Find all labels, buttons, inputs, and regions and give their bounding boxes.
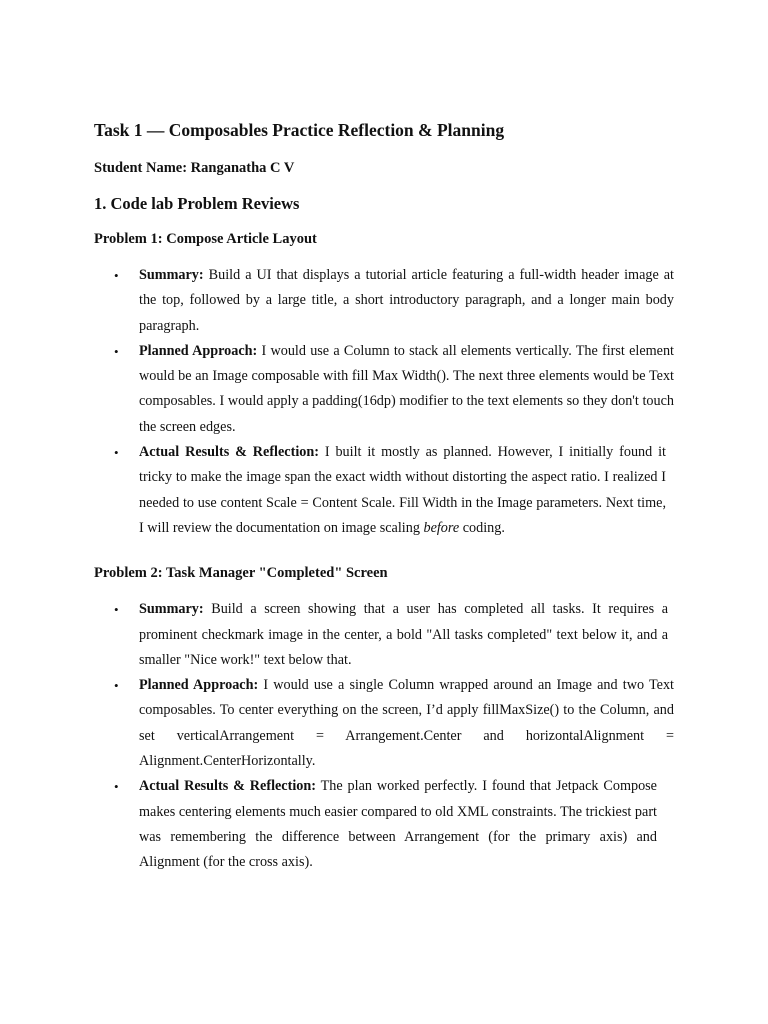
section-heading-code-lab: 1. Code lab Problem Reviews bbox=[94, 194, 300, 213]
bullet-text: I would use a single Column wrapped around an Image and two Text composables. To center everything on the screen, I’d apply fillMaxSize() to the Column, and set verticalArrangement = Arrangement.Center and horizontalAlignment = Alignment.CenterHorizontally. bbox=[139, 677, 674, 770]
bullet-text: I built it mostly as planned. However, I initially found it tricky to make the image span the exact width without distorting the aspect ratio. I realized I needed to use content Scale = Content Scale. Fill Width in the Image parameters. Next time, I will review the documentation on image scaling bbox=[139, 444, 667, 536]
bullet-italic-text: before bbox=[423, 519, 460, 536]
bullet-icon: • bbox=[114, 678, 119, 694]
bullet-icon: • bbox=[114, 779, 119, 795]
bullet-icon: • bbox=[114, 602, 119, 618]
problem-2-reflection-item bbox=[94, 774, 657, 875]
bullet-icon: • bbox=[114, 343, 119, 359]
bullet-text: I would use a Column to stack all elements vertically. The first element would be an Image composable with fill Max Width(). The next three elements would be Text composables. I would apply a padding(16dp) modifier to the text elements so they don't touch the screen edges. bbox=[139, 342, 674, 435]
problem-1-heading: Problem 1: Compose Article Layout bbox=[94, 231, 317, 247]
bullet-lead: Actual Results & Reflection: bbox=[139, 778, 316, 795]
student-name-line bbox=[94, 158, 674, 178]
bullet-icon: • bbox=[114, 268, 119, 283]
student-name-value: Ranganatha C V bbox=[190, 160, 295, 176]
problem-1-bullet-list bbox=[94, 263, 674, 541]
bullet-icon: • bbox=[114, 445, 119, 461]
student-name-label: Student Name: bbox=[94, 160, 188, 176]
problem-1-approach-item bbox=[94, 339, 674, 440]
bullet-lead: Planned Approach: bbox=[139, 677, 259, 694]
bullet-lead: Summary: bbox=[139, 601, 204, 618]
problem-2-heading: Problem 2: Task Manager "Completed" Screen bbox=[94, 565, 388, 582]
problem-2-approach-item bbox=[94, 673, 674, 774]
problem-2-summary-item bbox=[94, 597, 668, 673]
bullet-tail-text: coding. bbox=[459, 519, 505, 536]
bullet-lead: Planned Approach: bbox=[139, 342, 258, 359]
problem-1-summary-item bbox=[94, 263, 674, 339]
bullet-text: Build a screen showing that a user has completed all tasks. It requires a prominent checkmark image in the center, a bold "All tasks completed" text below it, and a smaller "Nice work!" text below that. bbox=[139, 601, 668, 668]
problem-1-reflection-item bbox=[94, 440, 666, 541]
problem-2-bullet-list bbox=[94, 597, 674, 875]
bullet-text: Build a UI that displays a tutorial article featuring a full-width header image at the top, followed by a large title, a short introductory paragraph, and a longer main body paragraph. bbox=[139, 267, 674, 334]
document-title: Task 1 — Composables Practice Reflection & Planning bbox=[94, 120, 505, 140]
bullet-text: The plan worked perfectly. I found that Jetpack Compose makes centering elements much easier compared to old XML constraints. The trickiest part was remembering the difference between Arrangement (for the primary axis) and Alignment (for the cross axis). bbox=[139, 778, 657, 871]
bullet-lead: Actual Results & Reflection: bbox=[139, 444, 319, 461]
bullet-lead: Summary: bbox=[139, 267, 204, 283]
